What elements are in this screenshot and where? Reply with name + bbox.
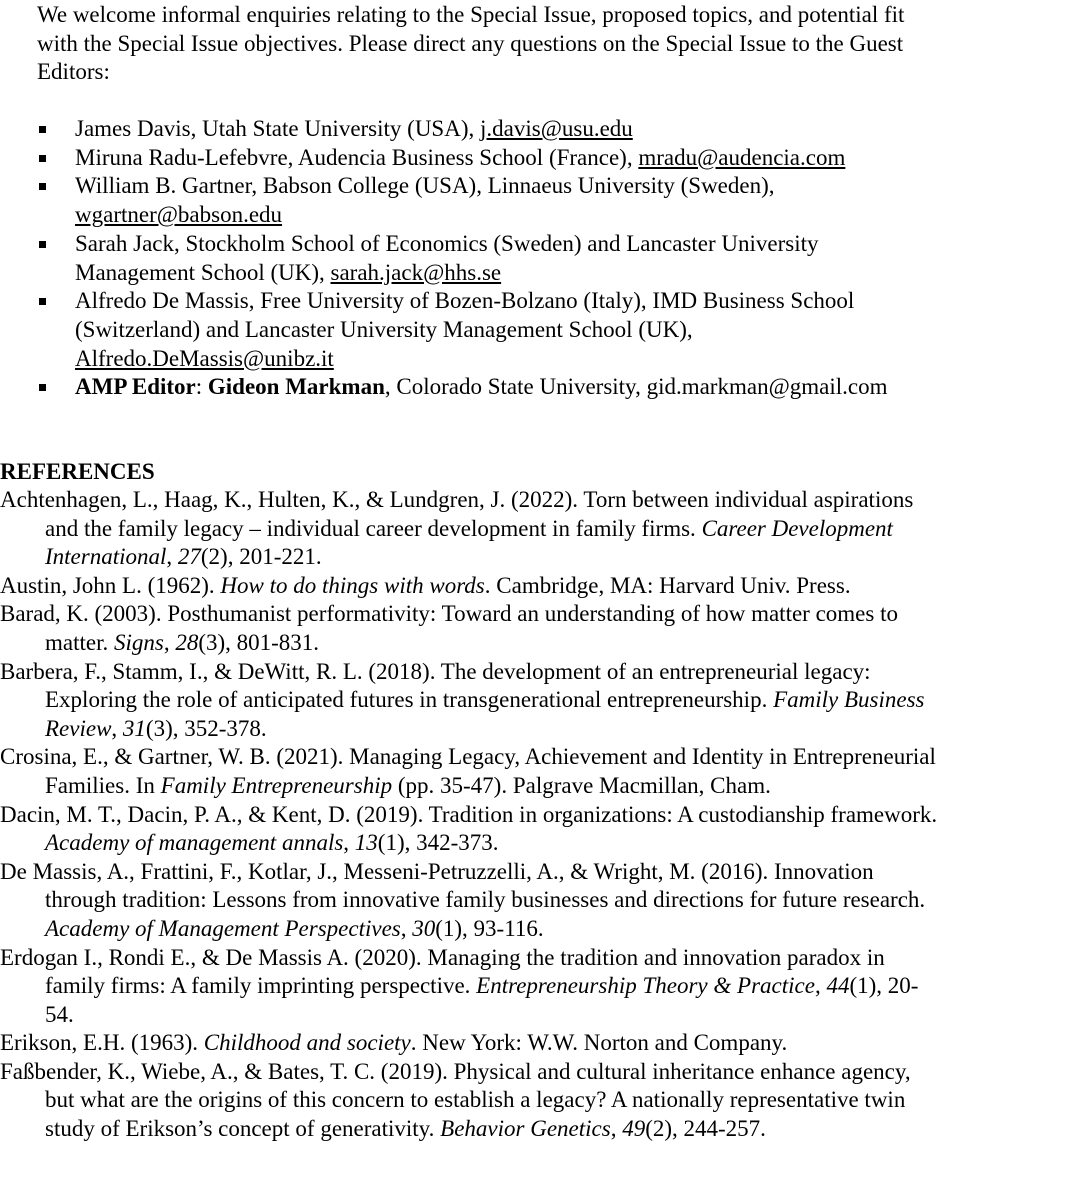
reference-item xyxy=(0,486,940,572)
references-list xyxy=(0,486,940,1144)
email-link[interactable]: Alfredo.DeMassis@unibz.it xyxy=(75,345,334,371)
editor-text: Alfredo De Massis, Free University of Bozen-Bolzano (Italy), IMD Business School (Switzerland) and Lancaster University Management School (UK), xyxy=(75,288,855,342)
ref-volume: 49 xyxy=(622,1116,646,1142)
ref-text: Austin, John L. (1962). xyxy=(0,572,221,598)
reference-item xyxy=(0,658,940,744)
intro-paragraph: We welcome informal enquiries relating to the Special Issue, proposed topics, and potential fit with the Special Issue objectives. Please direct any questions on the Special Issue to the Guest Editors: xyxy=(37,2,905,85)
ref-text: De Massis, A., Frattini, F., Kotlar, J., Messeni-Petruzzelli, A., & Wright, M. (2016). Innovation through tradition: Lessons from innovative family businesses and directions for future research. xyxy=(0,858,926,913)
ref-source: Signs xyxy=(113,629,164,655)
bullet-icon xyxy=(39,126,46,133)
ref-sep: , xyxy=(400,915,413,941)
reference-item xyxy=(0,801,940,858)
ref-volume: 44 xyxy=(826,973,850,999)
ref-text: Barad, K. (2003). Posthumanist performativity: Toward an understanding of how matter comes to matter. xyxy=(0,601,898,655)
ref-volume: 31 xyxy=(122,715,146,741)
ref-sep: , xyxy=(610,1116,623,1142)
amp-editor-name: Gideon Markman xyxy=(207,374,385,400)
ref-source: How to do things with words xyxy=(220,572,485,598)
editor-text: James Davis, Utah State University (USA), xyxy=(75,116,480,141)
list-item xyxy=(37,172,937,229)
reference-item xyxy=(0,1058,940,1144)
bullet-icon xyxy=(39,155,46,162)
ref-sep: , xyxy=(166,544,178,570)
ref-text: Erdogan I., Rondi E., & De Massis A. (2020). Managing the tradition and innovation paradox in family firms: A family imprinting perspective. xyxy=(0,944,885,999)
reference-item xyxy=(0,944,940,1030)
editor-text: Sarah Jack, Stockholm School of Economics (Sweden) and Lancaster University Management School (UK), xyxy=(75,230,819,285)
bullet-icon xyxy=(39,384,46,391)
amp-editor-label: AMP Editor xyxy=(75,374,196,400)
reference-item xyxy=(0,743,940,800)
ref-text: Erikson, E.H. (1963). xyxy=(0,1030,204,1056)
email-link[interactable]: j.davis@usu.edu xyxy=(480,116,633,141)
ref-volume: 13 xyxy=(354,830,378,856)
ref-volume: 27 xyxy=(177,544,201,570)
bullet-icon xyxy=(39,183,46,190)
amp-editor-sep: : xyxy=(195,374,208,400)
ref-source: Entrepreneurship Theory & Practice xyxy=(476,973,815,999)
ref-post: (pp. 35-47). Palgrave Macmillan, Cham. xyxy=(392,772,771,798)
ref-text: Dacin, M. T., Dacin, P. A., & Kent, D. (2019). Tradition in organizations: A custodianship framework. xyxy=(0,801,938,827)
ref-source: Family Entrepreneurship xyxy=(160,772,393,798)
reference-item xyxy=(0,572,940,601)
ref-text: Faßbender, K., Wiebe, A., & Bates, T. C. (2019). Physical and cultural inheritance enhance agency, but what are the origins of this concern to establish a legacy? A nationally representative twin study of Erikson’s concept of generativity. xyxy=(0,1058,911,1142)
ref-post: (3), 801-831. xyxy=(198,629,320,655)
ref-volume: 28 xyxy=(175,629,199,655)
editor-text: William B. Gartner, Babson College (USA), Linnaeus University (Sweden), xyxy=(75,173,775,199)
ref-post: (1), 20-54. xyxy=(45,973,919,1027)
reference-item xyxy=(0,858,940,944)
list-item xyxy=(37,115,937,144)
ref-volume: 30 xyxy=(412,915,436,941)
email-link[interactable]: wgartner@babson.edu xyxy=(75,202,283,228)
references-heading: REFERENCES xyxy=(0,459,155,484)
ref-post: . Cambridge, MA: Harvard Univ. Press. xyxy=(484,572,851,598)
ref-text: Barbera, F., Stamm, I., & DeWitt, R. L. (2018). The development of an entrepreneurial legacy: Exploring the role of anticipated futures in transgenerational entrepreneurship. xyxy=(0,658,871,713)
ref-sep: , xyxy=(814,973,827,999)
ref-source: Academy of Management Perspectives xyxy=(45,915,401,941)
ref-source: Behavior Genetics xyxy=(440,1116,611,1142)
ref-source: Childhood and society xyxy=(203,1030,411,1056)
bullet-icon xyxy=(39,298,46,305)
bullet-icon xyxy=(39,241,46,248)
ref-source: Academy of management annals xyxy=(45,830,344,856)
reference-item xyxy=(0,1029,940,1058)
ref-source: Family Business Review xyxy=(45,687,925,741)
ref-post: (2), 244-257. xyxy=(645,1116,766,1142)
ref-post: (3), 352-378. xyxy=(145,715,267,741)
editor-text: Miruna Radu-Lefebvre, Audencia Business School (France), xyxy=(75,144,639,170)
email-link[interactable]: sarah.jack@hhs.se xyxy=(330,259,502,285)
amp-editor-rest: , Colorado State University, gid.markman@gmail.com xyxy=(384,374,888,400)
reference-item xyxy=(0,600,940,657)
ref-post: (2), 201-221. xyxy=(200,544,322,570)
ref-sep: , xyxy=(163,629,176,655)
guest-editors-list xyxy=(37,115,937,402)
amp-editor-item xyxy=(37,373,937,402)
ref-text: Crosina, E., & Gartner, W. B. (2021). Managing Legacy, Achievement and Identity in Entrepreneurial Families. In xyxy=(0,744,936,798)
list-item xyxy=(37,287,937,373)
ref-post: . New York: W.W. Norton and Company. xyxy=(410,1030,788,1056)
ref-post: (1), 342-373. xyxy=(377,830,499,856)
email-link[interactable]: mradu@audencia.com xyxy=(638,144,846,170)
list-item xyxy=(37,144,937,173)
ref-source: Career Development International xyxy=(45,515,893,570)
ref-sep: , xyxy=(343,830,355,856)
ref-sep: , xyxy=(111,715,123,741)
list-item xyxy=(37,230,937,287)
ref-text: Achtenhagen, L., Haag, K., Hulten, K., & Lundgren, J. (2022). Torn between individual aspirations and the family legacy – individual career development in family firms. xyxy=(0,487,914,541)
ref-post: (1), 93-116. xyxy=(435,915,544,941)
